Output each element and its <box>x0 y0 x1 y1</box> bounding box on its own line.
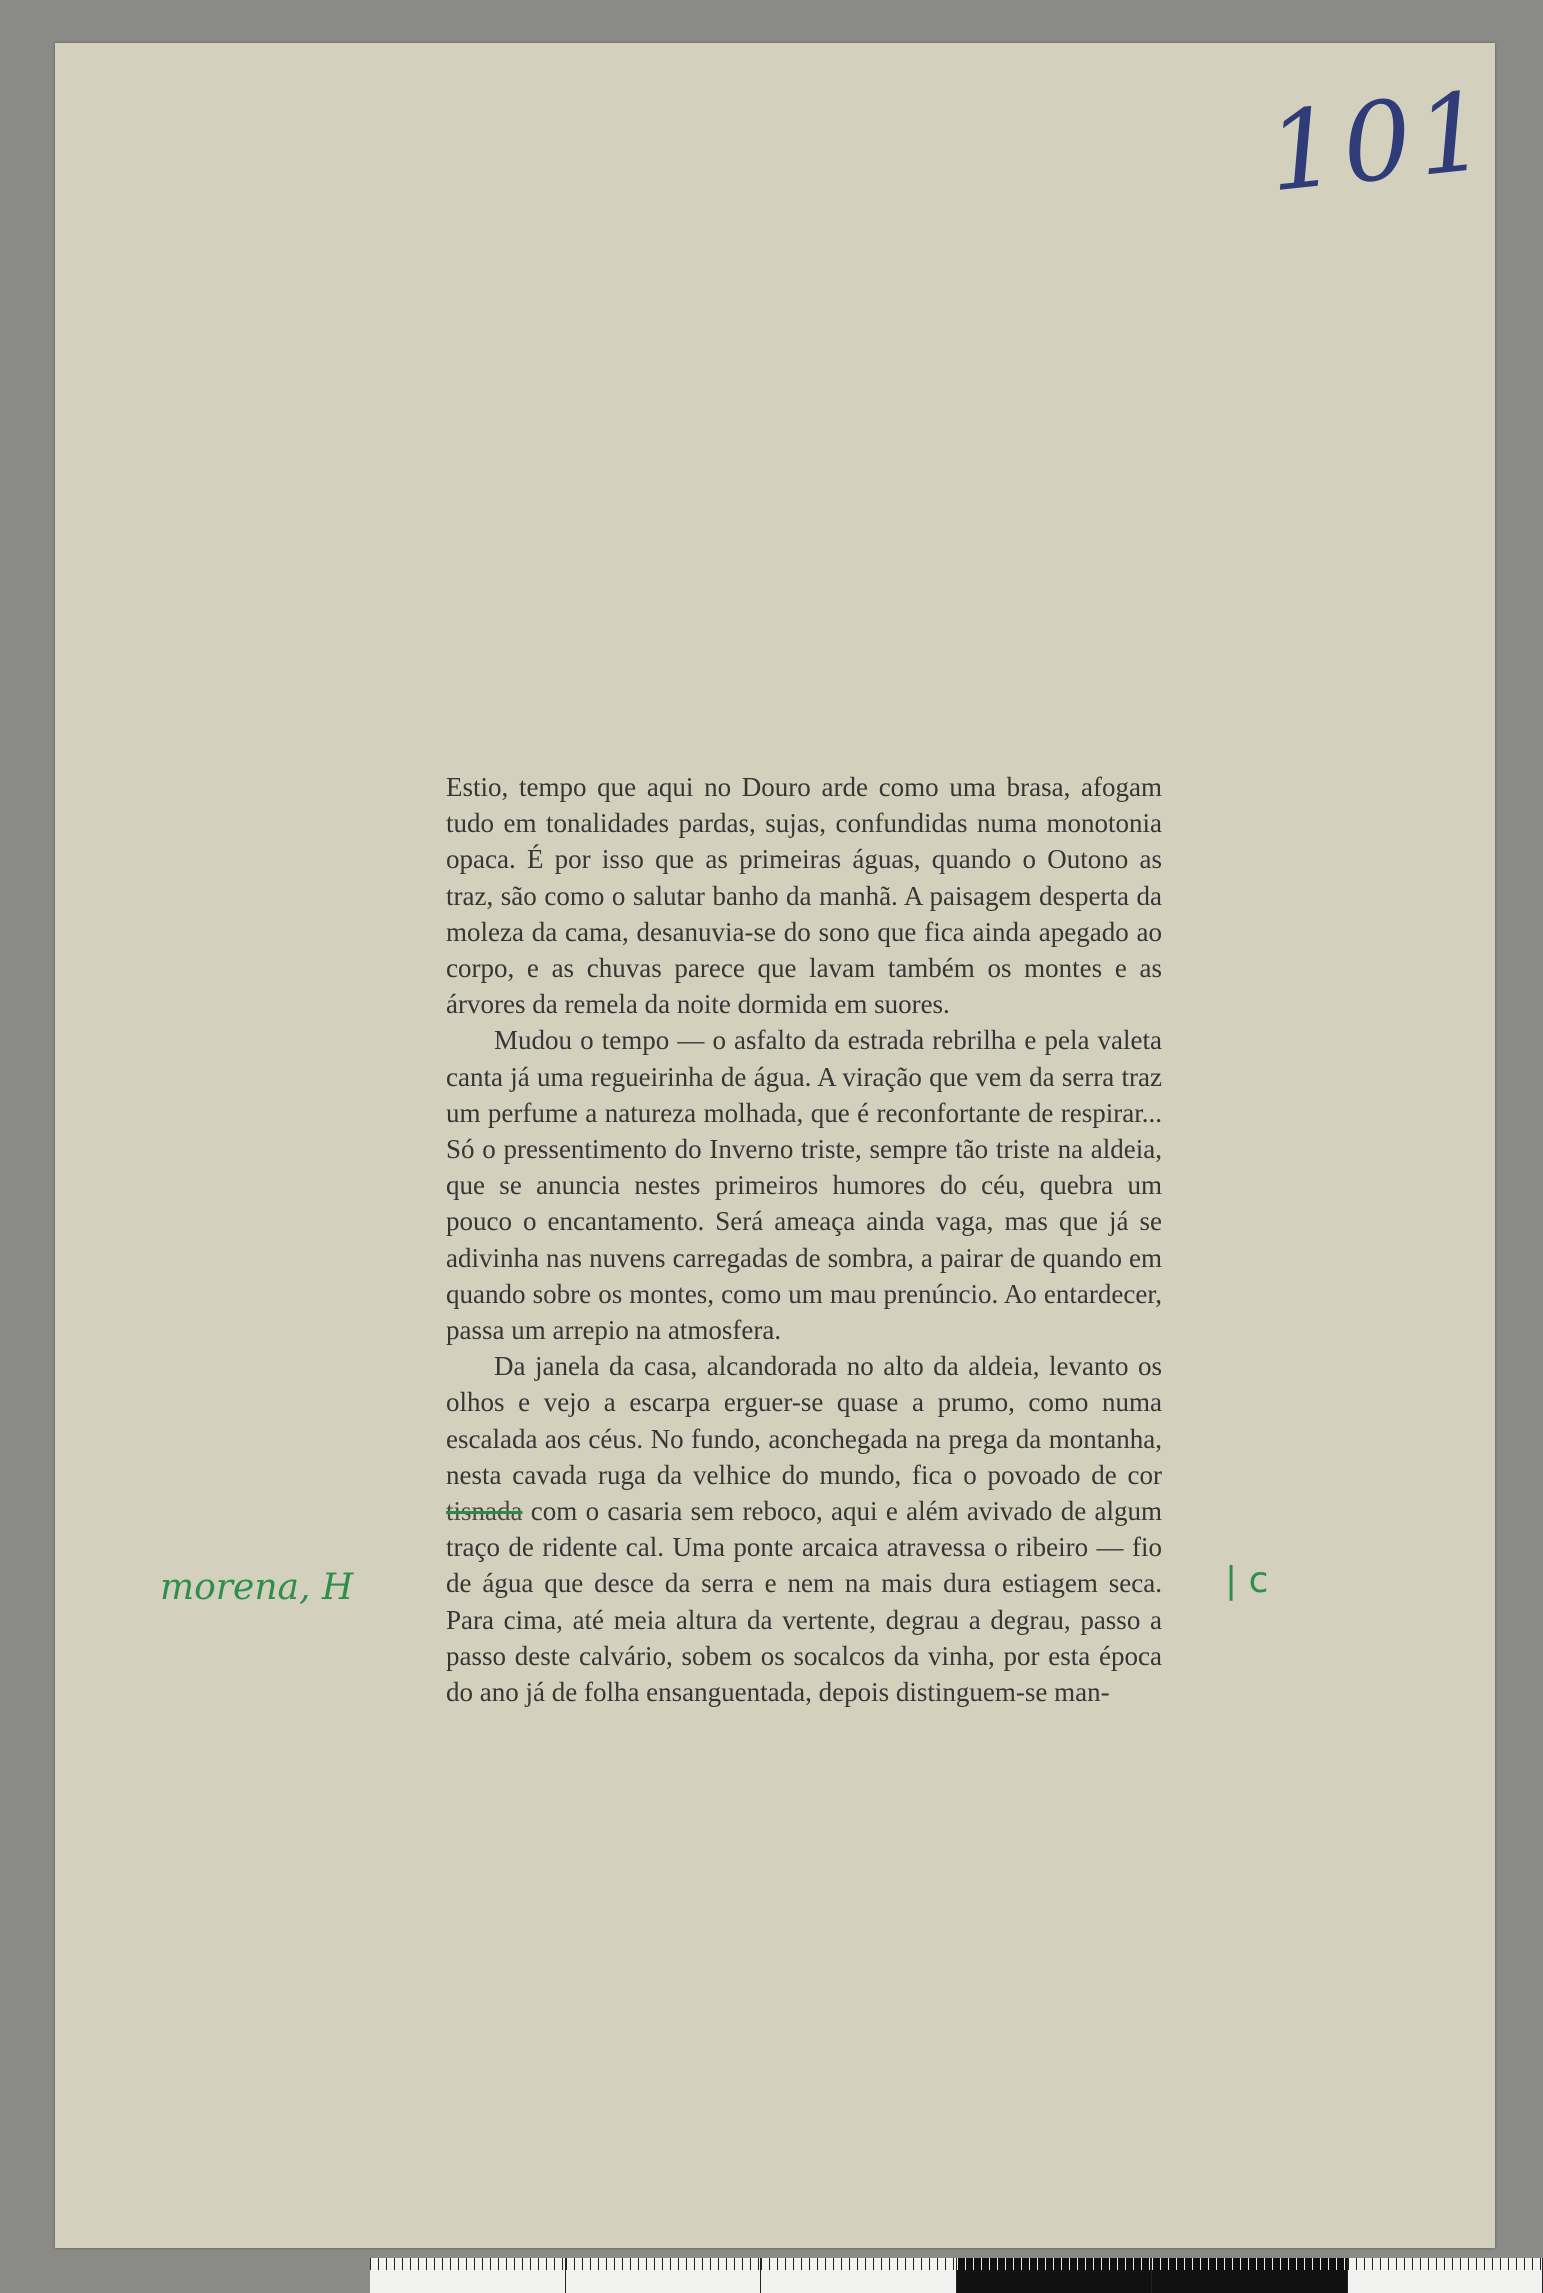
paragraph-2: Mudou o tempo — o asfalto da estrada rebrilha e pela valeta canta já uma regueirinha de água. A viração que vem da serra traz um perfume a natureza molhada, que é reconfortante de respirar... Só o pressentimento do Inverno triste, sempre tão triste na aldeia, que se anuncia nestes primeiros humores do céu, quebra um pouco o encantamento. Será ameaça ainda vaga, mas que já se adivinha nas nuvens carregadas de sombra, a pairar de quando em quando sobre os montes, como um mau prenúncio. Ao entardecer, passa um arrepio na atmosfera. <box>446 1025 1162 1346</box>
ruler-segment <box>761 2258 957 2293</box>
ruler-segment <box>1348 2258 1543 2293</box>
ruler-segment <box>1152 2258 1348 2293</box>
struck-word: tisnada <box>446 1496 523 1527</box>
body-text <box>446 769 1162 1710</box>
ruler-segment <box>957 2258 1153 2293</box>
margin-correction-right: | c <box>1225 1560 1269 1601</box>
handwritten-page-number: 101 <box>1262 68 1499 217</box>
paragraph-3-end: com o casaria sem reboco, aqui e além avivado de algum traço de ridente cal. Uma ponte arcaica atravessa o ribeiro — fio de água que desce da serra e nem na mais dura estiagem seca. Para cima, até meia altura da vertente, degrau a degrau, passo a passo deste calvário, sobem os socalcos da vinha, por esta época do ano já de folha ensanguentada, depois distinguem-se man- <box>446 1496 1162 1708</box>
paragraph-3-start: Da janela da casa, alcandorada no alto da aldeia, levanto os olhos e vejo a escarpa erguer-se quase a prumo, como numa escalada aos céus. No fundo, aconchegada na prega da montanha, nesta cavada ruga da velhice do mundo, fica o povoado de cor <box>446 1351 1162 1490</box>
scale-ruler <box>370 2258 1543 2293</box>
ruler-segment <box>566 2258 762 2293</box>
margin-correction-left: morena, H <box>160 1567 354 1608</box>
paragraph-3 <box>446 1348 1162 1710</box>
ruler-segment <box>370 2258 566 2293</box>
paragraph-1: Estio, tempo que aqui no Douro arde como uma brasa, afogam tudo em tonalidades pardas, sujas, confundidas numa monotonia opaca. É por isso que as primeiras águas, quando o Outono as traz, são como o salutar banho da manhã. A paisagem desperta da moleza da cama, desanuvia-se do sono que fica ainda apegado ao corpo, e as chuvas parece que lavam também os montes e as árvores da remela da noite dormida em suores. <box>446 772 1162 1020</box>
